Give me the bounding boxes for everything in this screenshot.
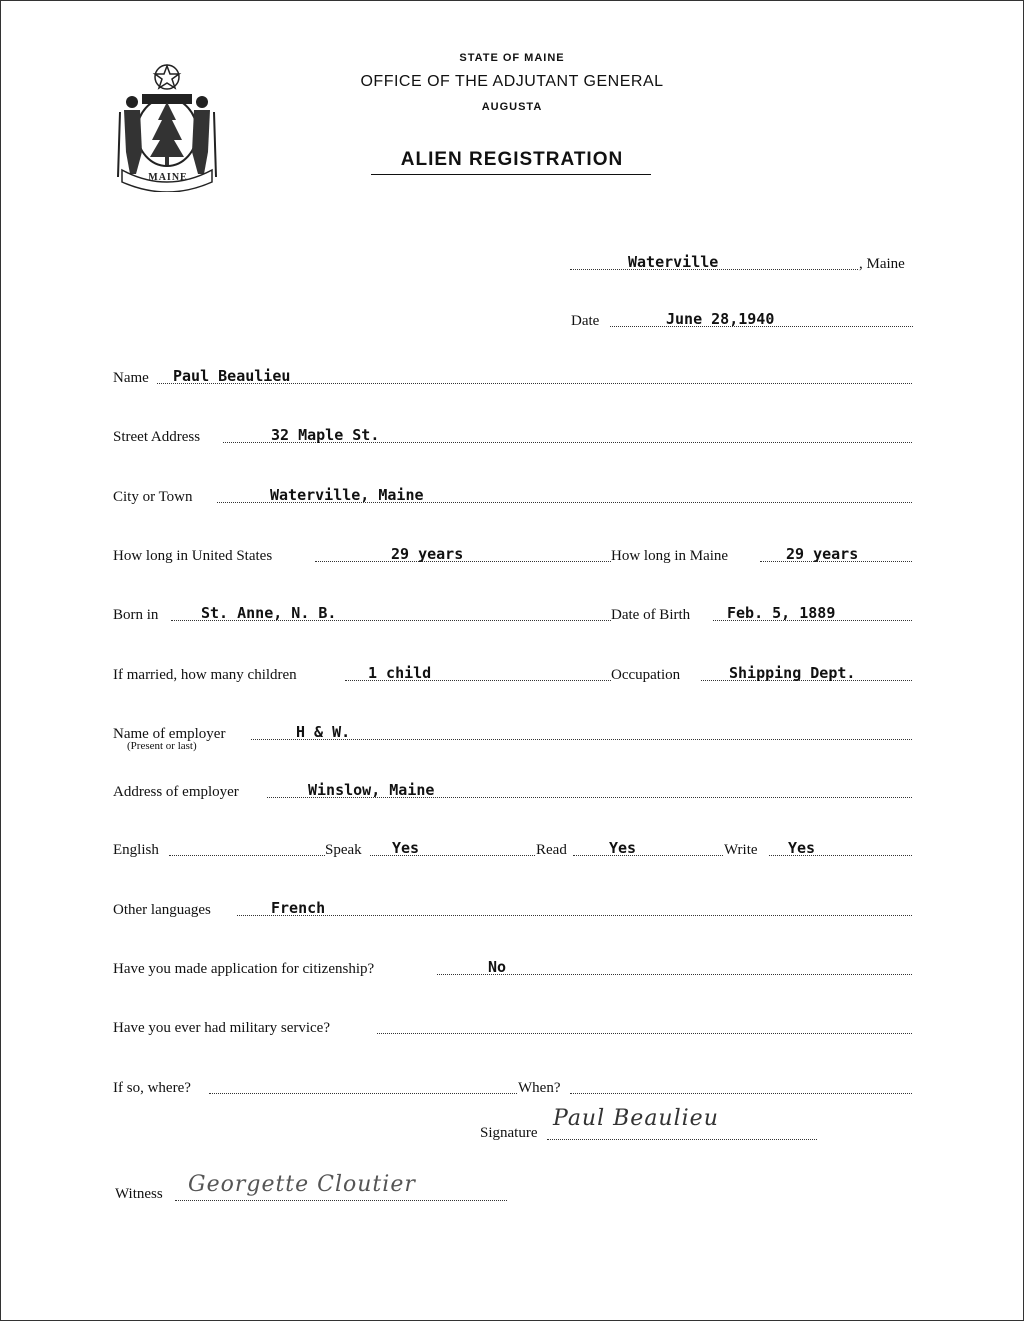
seal-banner-text: MAINE [148,172,188,183]
signature-value: Paul Beaulieu [553,1106,719,1131]
employer-address-label: Address of employer [113,784,239,800]
office-heading: OFFICE OF THE ADJUTANT GENERAL [360,73,664,90]
when-line [570,1093,912,1094]
military-row [113,1014,912,1036]
military-line [377,1033,912,1034]
place-row [113,250,912,272]
write-label: Write [724,842,758,858]
speak-label: Speak [325,842,362,858]
dob-label: Date of Birth [611,607,691,623]
children-label: If married, how many children [113,667,297,683]
read-line [573,855,723,856]
state-heading: STATE OF MAINE [459,52,565,64]
born-row [113,601,912,623]
title-underline [371,174,651,175]
employer-value: H & W. [296,723,351,741]
english-line [169,855,325,856]
date-value: June 28,1940 [666,310,775,328]
where-line [209,1093,517,1094]
city-row [113,483,912,505]
city-label: City or Town [113,489,193,505]
born-in-value: St. Anne, N. B. [201,604,337,622]
other-languages-line [237,915,912,916]
born-in-label: Born in [113,607,159,623]
citizenship-line [437,974,912,975]
how-long-row [113,542,912,564]
where-label: If so, where? [113,1080,191,1096]
name-label: Name [113,370,149,386]
citizenship-value: No [488,958,507,976]
write-value: Yes [788,839,816,857]
when-label: When? [518,1080,561,1096]
citizenship-label: Have you made application for citizenship? [113,961,375,977]
children-value: 1 child [368,664,432,682]
dob-value: Feb. 5, 1889 [727,604,836,622]
employer-label: Name of employer [113,726,226,742]
read-value: Yes [609,839,637,857]
how-long-maine-label: How long in Maine [611,548,729,564]
how-long-us-value: 29 years [391,545,464,563]
employer-address-row [113,778,912,800]
street-value: 32 Maple St. [271,426,380,444]
where-row [113,1074,912,1096]
name-row [113,364,912,386]
employer-address-value: Winslow, Maine [308,781,435,799]
signature-line [547,1139,817,1140]
form-title: ALIEN REGISTRATION [400,149,624,170]
other-languages-label: Other languages [113,902,211,918]
name-value: Paul Beaulieu [173,367,291,385]
witness-label: Witness [115,1186,163,1202]
date-label: Date [571,313,600,329]
military-label: Have you ever had military service? [113,1020,330,1036]
street-row [113,423,912,445]
signature-label: Signature [480,1125,538,1141]
how-long-us-label: How long in United States [113,548,273,564]
speak-value: Yes [392,839,420,857]
read-label: Read [536,842,567,858]
place-suffix: , Maine [859,256,905,272]
citizenship-row [113,955,912,977]
witness-value: Georgette Cloutier [188,1172,416,1197]
city-value: Waterville, Maine [270,486,424,504]
other-languages-value: French [271,899,326,917]
english-row [113,836,912,858]
english-label: English [113,842,159,858]
witness-line [175,1200,507,1201]
employer-row [113,720,912,752]
occupation-label: Occupation [611,667,681,683]
city-heading: AUGUSTA [481,101,543,113]
date-row [113,307,912,329]
how-long-maine-value: 29 years [786,545,859,563]
street-label: Street Address [113,429,201,445]
children-row [113,661,912,683]
place-value: Waterville [628,253,719,271]
other-languages-row [113,896,912,918]
occupation-value: Shipping Dept. [729,664,856,682]
employer-sublabel: (Present or last) [127,740,197,752]
